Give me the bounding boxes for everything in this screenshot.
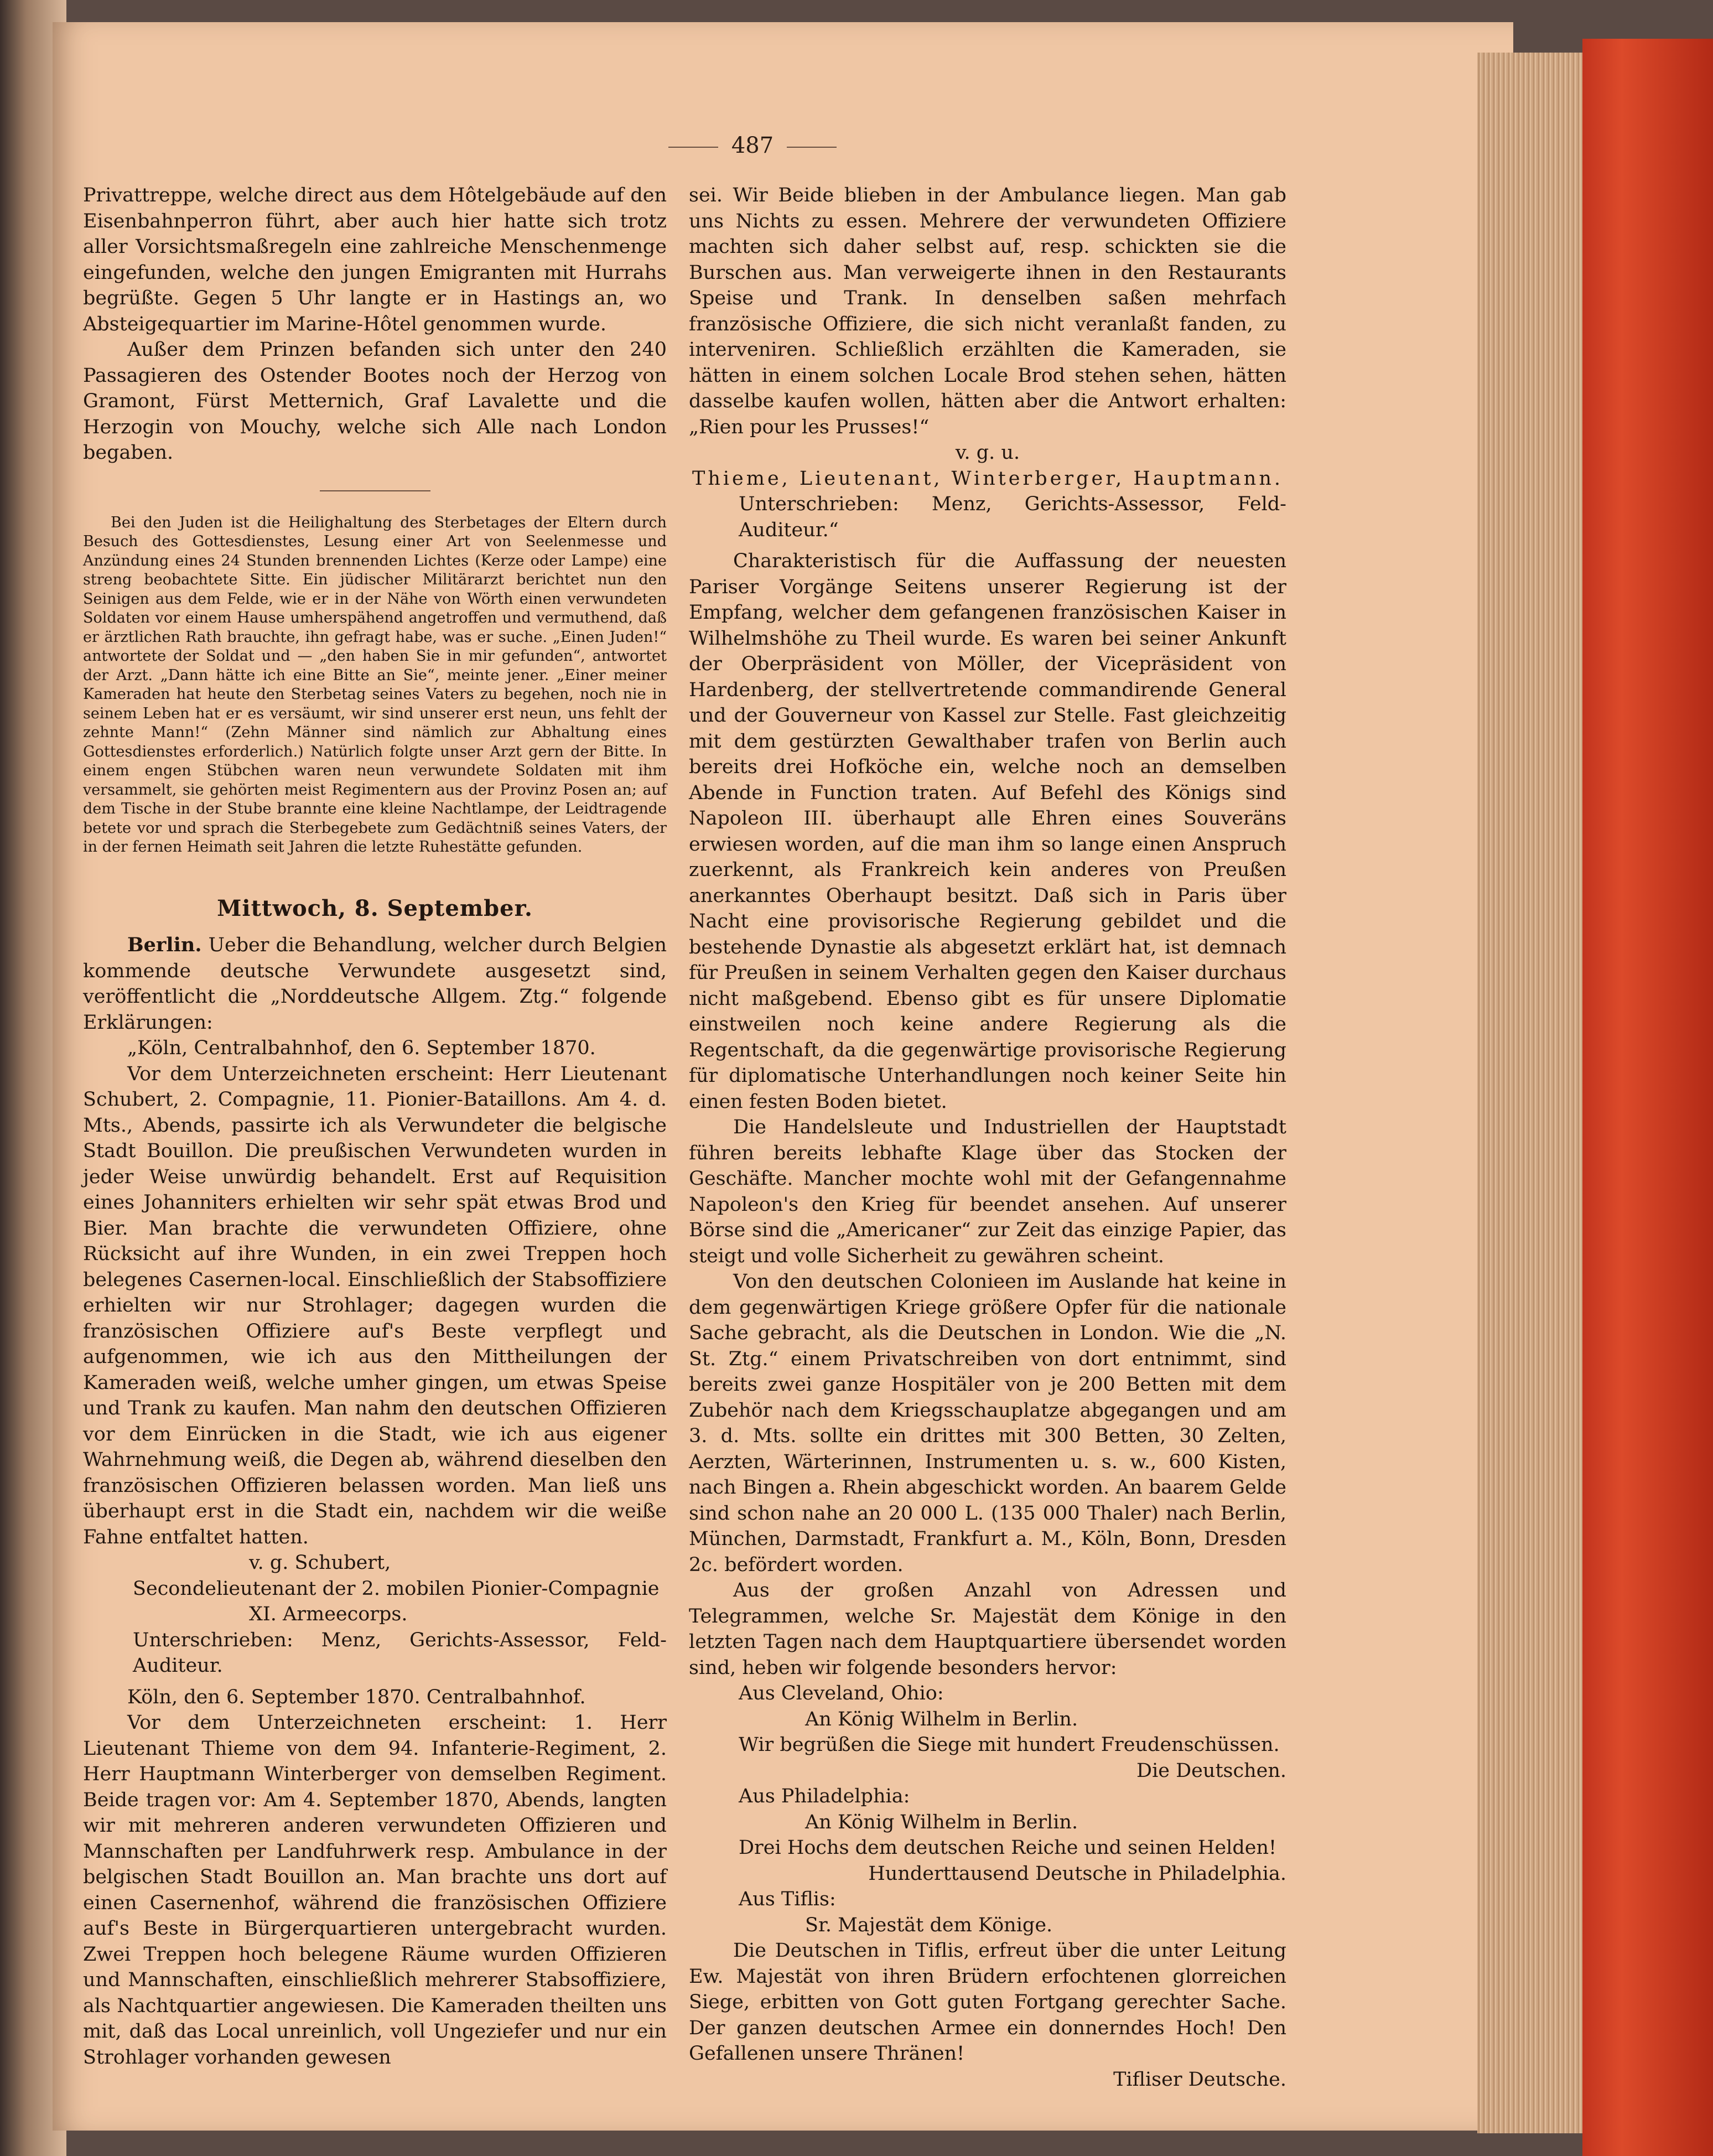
telegram-signature: Die Deutschen. [1136, 1759, 1286, 1782]
paragraph: sei. Wir Beide blieben in der Ambulance liegen. Man gab uns Nichts zu essen. Mehrere der verwundeten Offiziere machten sich daher selbst auf, resp. schickten sie die Burschen aus. Man verweigerte ihnen in den Restaurants Speise und Trank. In denselben saßen mehrfach französische Offiziere, die sich nicht veranlaßt fanden, zu interveniren. Schließlich erzählten die Kameraden, sie hätten in einem solchen Locale Brod stehen sehen, hätten dasselbe kaufen wollen, hätten aber die Antwort erhalten: „Rien pour les Prusses!“ [689, 184, 1286, 438]
page-number [609, 133, 896, 158]
telegram-to: An König Wilhelm in Berlin. [805, 1811, 1078, 1833]
telegram-from: Aus Tiflis: [739, 1888, 836, 1910]
paragraph: Vor dem Unterzeichneten erscheint: 1. Herr Lieutenant Thieme von dem 94. Infanterie-Regiment, 2. Herr Hauptmann Winterberger von demselben Regiment. Beide tragen vor: Am 4. September 1870, Abends, langten wir mit mehreren anderen verwundeten Offizieren und Mannschaften per Landfuhrwerk resp. Ambulance in der belgischen Stadt Bouillon an. Man brachte uns dort auf einen Casernenhof, während die französischen Offiziere auf's Beste in Bürgerquartieren untergebracht wurden. Zwei Treppen hoch belegene Räume wurden Offizieren und Mannschaften, einschließlich mehrerer Stabsoffiziere, als Nachtquartier angewiesen. Die Kameraden theilten uns mit, daß das Local unreinlich, voll Ungeziefer und nur ein Strohlager vorhanden gewesen [83, 1712, 667, 2069]
telegram-signature: Tifliser Deutsche. [1113, 2068, 1286, 2091]
paragraph: Charakteristisch für die Auffassung der neuesten Pariser Vorgänge Seitens unserer Regierung ist der Empfang, welcher dem gefangenen französischen Kaiser in Wilhelmshöhe zu Theil wurde. Es waren bei seiner Ankunft der Oberpräsident von Möller, der Vicepräsident von Hardenberg, der stellvertretende commandirende General und der Gouverneur von Kassel zur Stelle. Fast gleichzeitig mit dem gestürzten Gewalthaber trafen von Berlin auch bereits drei Hofköche ein, welche noch an demselben Abende in Function traten. Auf Befehl des Königs sind Napoleon III. überhaupt alle Ehren eines Souveräns erwiesen worden, auf die man ihm so lange einen Anspruch zuerkennt, als Frankreich kein anderes von Preußen anerkanntes Oberhaupt besitzt. Daß sich in Paris über Nacht eine provisorische Regierung gebildet und die bestehende Dynastie als abgesetzt erklärt hat, ist demnach für Preußen in seinem Verhalten gegen den Kaiser durchaus nicht maßgebend. Ebenso gibt es für unsere Diplomatie einstweilen noch keine andere Regierung als die Regentschaft, da die gegenwärtige provisorische Regierung für diplomatische Unterhandlungen noch keiner Seite hin einen festen Boden bietet. [689, 550, 1286, 1113]
page-edges [1477, 53, 1588, 2133]
paragraph: Die Handelsleute und Industriellen der Hauptstadt führen bereits lebhafte Klage über das Stocken der Geschäfte. Mancher mochte wohl mit der Gefangennahme Napoleon's den Krieg für beendet ansehen. Auf unserer Börse sind die „Americaner“ zur Zeit das einzige Papier, das steigt und volle Sicherheit zu gewähren scheint. [689, 1116, 1286, 1267]
left-column [83, 183, 667, 2070]
signature: v. g. u. [955, 442, 1020, 464]
paragraph: Von den deutschen Colonieen im Auslande hat keine in dem gegenwärtigen Kriege größere Opfer für die nationale Sache gebracht, als die Deutschen in London. Wie die „N. St. Ztg.“ einem Privatschreiben von dort entnimmt, sind bereits zwei ganze Hospitäler von je 200 Betten mit dem Zubehör nach dem Kriegsschauplatze abgegangen und am 3. d. Mts. sollte ein drittes mit 300 Betten, 30 Zelten, Aerzten, Wärterinnen, Instrumenten u. s. w., 600 Kisten, nach Bingen a. Rhein abgeschickt worden. An baarem Gelde sind schon nahe an 20 000 L. (135 000 Thaler) nach Berlin, München, Darmstadt, Frankfurt a. M., Köln, Bonn, Dresden 2c. befördert worden. [689, 1271, 1286, 1576]
divider [320, 490, 430, 491]
signature: Thieme, Lieutenant, Winterberger, Hauptmann. [692, 467, 1284, 490]
telegram-body: Drei Hochs dem deutschen Reiche und seinen Helden! [739, 1837, 1277, 1859]
page-number-text: 487 [731, 133, 774, 158]
paragraph: Außer dem Prinzen befanden sich unter den 240 Passagieren des Ostender Bootes noch der Herzog von Gramont, Fürst Metternich, Graf Lavalette und die Herzogin von Mouchy, welche sich Alle nach London begaben. [83, 339, 667, 464]
telegram-to: Sr. Majestät dem Könige. [805, 1914, 1053, 1936]
telegram-body: Die Deutschen in Tiflis, erfreut über die unter Leitung Ew. Majestät von ihren Brüdern erfochtenen glorreichen Siege, erbitten von Gott guten Fortgang gerechter Sache. Der ganzen deutschen Armee ein donnerndes Hoch! Den Gefallenen unsere Thränen! [689, 1940, 1286, 2065]
paragraph [83, 932, 667, 1035]
paragraph: Privattreppe, welche direct aus dem Hôtelgebäude auf den Eisenbahnperron führt, aber auch hier hatte sich trotz aller Vorsichtsmaßregeln eine zahlreiche Menschenmenge eingefunden, welche den jungen Emigranten mit Hurrahs begrüßte. Gegen 5 Uhr langte er in Hastings an, wo Absteigequartier im Marine-Hôtel genommen wurde. [83, 184, 667, 335]
signature: Secondelieutenant der 2. mobilen Pionier-Compagnie [133, 1577, 660, 1600]
signature: Unterschrieben: Menz, Gerichts-Assessor, Feld-Auditeur. [133, 1629, 667, 1677]
footnote [83, 514, 667, 857]
paragraph: Vor dem Unterzeichneten erscheint: Herr Lieutenant Schubert, 2. Compagnie, 11. Pionier-Bataillons. Am 4. d. Mts., Abends, passirte ich als Verwundeter die belgische Stadt Bouillon. Die preußischen Verwundeten wurden in jeder Weise unwürdig behandelt. Erst auf Requisition eines Johanniters erhielten wir sehr spät etwas Brod und Bier. Man brachte die verwundeten Offiziere, ohne Rücksicht auf ihre Wunden, in ein zwei Treppen hoch belegenes Casernen-local. Einschließlich der Stabsoffiziere erhielten wir nur Strohlager; dagegen wurden die französischen Offiziere auf's Beste verpflegt und aufgenommen, wie ich aus den Mittheilungen der Kameraden weiß, welche umher gingen, um etwas Speise und Trank zu kaufen. Man nahm den deutschen Offizieren vor dem Einrücken in die Stadt, wie ich aus eigener Wahrnehmung weiß, die Degen ab, während dieselben den französischen Offizieren belassen worden. Man ließ uns überhaupt erst in die Stadt ein, nachdem wir die weiße Fahne entfaltet hatten. [83, 1063, 667, 1548]
paragraph-text: Ueber die Behandlung, welcher durch Belgien kommende deutsche Verwundete ausgesetzt sind, veröffentlicht die „Norddeutsche Allgem. Ztg.“ folgende Erklärungen: [83, 934, 667, 1034]
section-heading: Mittwoch, 8. September. [217, 895, 533, 921]
footnote-text: Bei den Juden ist die Heilighaltung des Sterbetages der Eltern durch Besuch des Gottesdienstes, Lesung einer Art von Seelenmesse und Anzündung eines 24 Stunden brennenden Lichtes (Kerze oder Lampe) eine streng beobachtete Sitte. Ein jüdischer Militärarzt berichtet nun den Seinigen aus dem Felde, wie er in der Nähe von Wörth einen verwundeten Soldaten vor einem Hause umherspähend angetroffen und vermuthend, daß er ärztlichen Rath brauchte, ihn gefragt habe, was er suche. „Einen Juden!“ antwortete der Soldat und — „den haben Sie in mir gefunden“, antwortet der Arzt. „Dann hätte ich eine Bitte an Sie“, meinte jener. „Einer meiner Kameraden hat heute den Sterbetag seines Vaters zu begehen, noch nie in seinem Leben hat er es versäumt, wir sind unserer erst neun, uns fehlt der zehnte Mann!“ (Zehn Männer sind nämlich zur Abhaltung eines Gottesdienstes erforderlich.) Natürlich folgte unser Arzt gern der Bitte. In einem engen Stübchen waren neun verwundete Soldaten mit ihm versammelt, sie gehörten meist Regimentern aus der Provinz Posen an; auf dem Tische in der Stube brannte eine kleine Nachtlampe, der Leidtragende betete vor und sprach die Sterbegebete zum Gedächtniß seines Vaters, der in der fernen Heimath seit Jahren die letzte Ruhestätte gefunden. [83, 514, 667, 856]
telegram-to: An König Wilhelm in Berlin. [805, 1708, 1078, 1730]
signature: v. g. Schubert, [249, 1552, 391, 1574]
telegram-from: Aus Philadelphia: [739, 1785, 910, 1807]
signature: XI. Armeecorps. [249, 1603, 408, 1625]
dateline-text: „Köln, Centralbahnhof, den 6. September 1870. [127, 1037, 596, 1059]
telegram-body: Wir begrüßen die Siege mit hundert Freudenschüssen. [739, 1734, 1280, 1756]
signature: Unterschrieben: Menz, Gerichts-Assessor, Feld-Auditeur.“ [739, 493, 1286, 541]
book-cover [1582, 39, 1713, 2156]
paragraph: Aus der großen Anzahl von Adressen und Telegrammen, welche Sr. Majestät dem Könige in den letzten Tagen nach dem Hauptquartiere übersendet worden sind, heben wir folgende besonders hervor: [689, 1579, 1286, 1679]
right-column [689, 183, 1286, 2092]
dateline-text: Köln, den 6. September 1870. Centralbahnhof. [127, 1686, 586, 1708]
telegram-signature: Hunderttausend Deutsche in Philadelphia. [868, 1862, 1286, 1885]
telegram-from: Aus Cleveland, Ohio: [739, 1682, 944, 1704]
dateline: Berlin. [127, 934, 202, 956]
